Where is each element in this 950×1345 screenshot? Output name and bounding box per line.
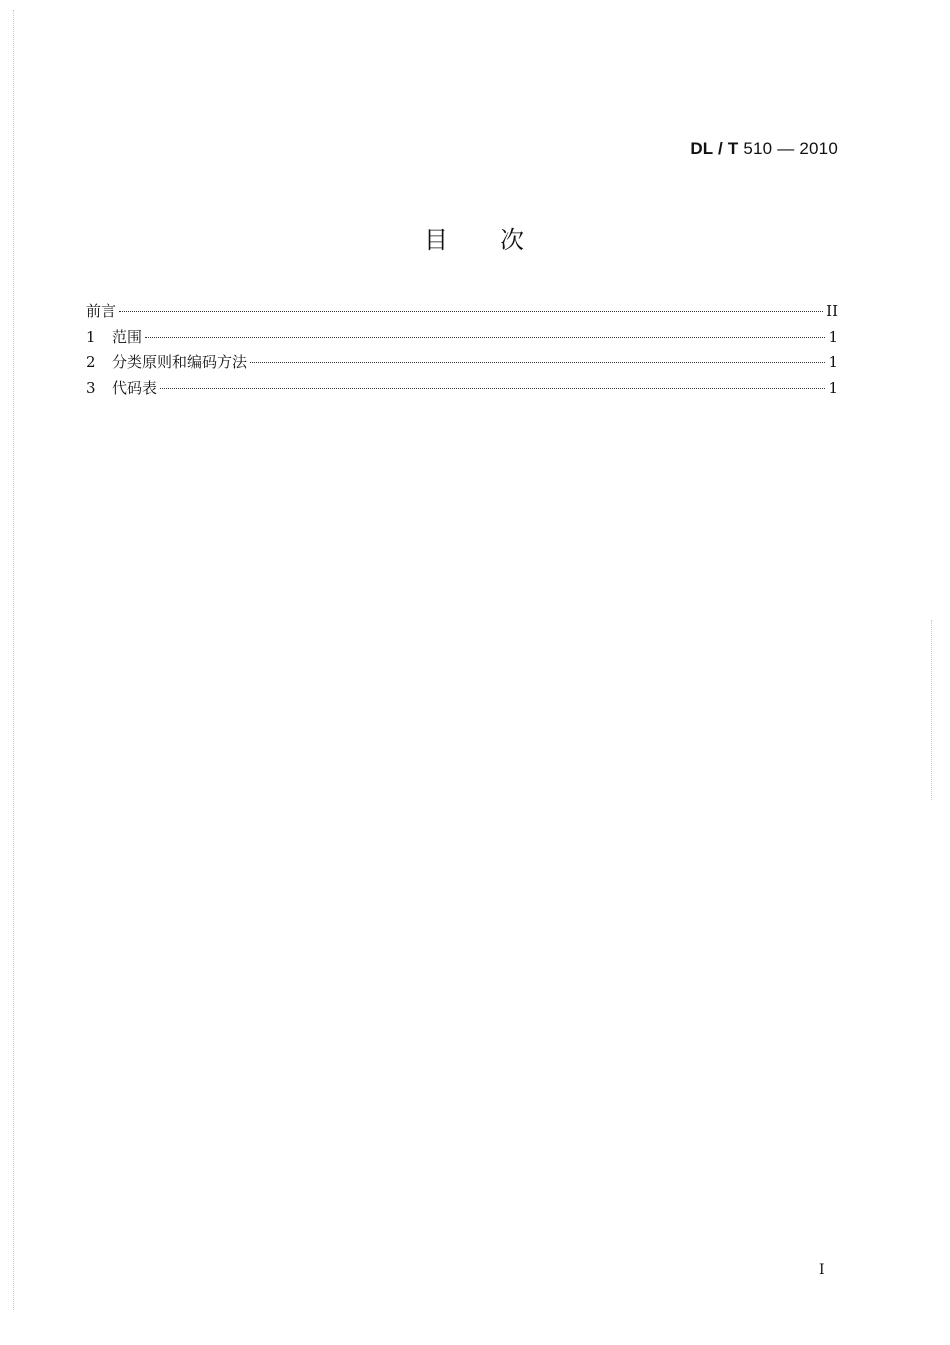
toc-leader-dots — [250, 362, 825, 363]
toc-leader-dots — [145, 337, 825, 338]
page-title-char-2: 次 — [500, 226, 526, 254]
toc-entry-number: 1 — [86, 327, 96, 346]
toc-entry-page: 1 — [828, 327, 838, 346]
toc-entry-label: 分类原则和编码方法 — [112, 353, 248, 371]
toc-entry-page: 1 — [828, 378, 838, 397]
page-title-char-1: 目 — [424, 226, 450, 254]
table-of-contents — [86, 299, 838, 401]
document-code — [690, 139, 838, 159]
page-number: I — [819, 1262, 825, 1278]
toc-entry-classification[interactable] — [86, 350, 838, 376]
document-code-prefix: DL / T — [690, 139, 739, 158]
toc-entry-foreword[interactable] — [86, 299, 838, 325]
toc-entry-label: 前言 — [86, 302, 117, 320]
toc-entry-number: 2 — [86, 353, 96, 371]
toc-entry-page: 1 — [828, 353, 838, 371]
toc-entry-code-table[interactable] — [86, 376, 838, 402]
toc-entry-label: 范围 — [112, 327, 143, 346]
toc-entry-scope[interactable] — [86, 325, 838, 351]
page-title — [0, 220, 950, 255]
toc-entry-page: II — [826, 302, 838, 320]
toc-leader-dots — [119, 311, 823, 312]
document-code-number: 510 — 2010 — [743, 139, 838, 158]
scan-edge-right — [931, 620, 932, 800]
toc-entry-label: 代码表 — [112, 378, 158, 397]
toc-entry-number: 3 — [86, 378, 96, 397]
scan-edge-left — [13, 10, 14, 1310]
toc-leader-dots — [160, 388, 825, 389]
